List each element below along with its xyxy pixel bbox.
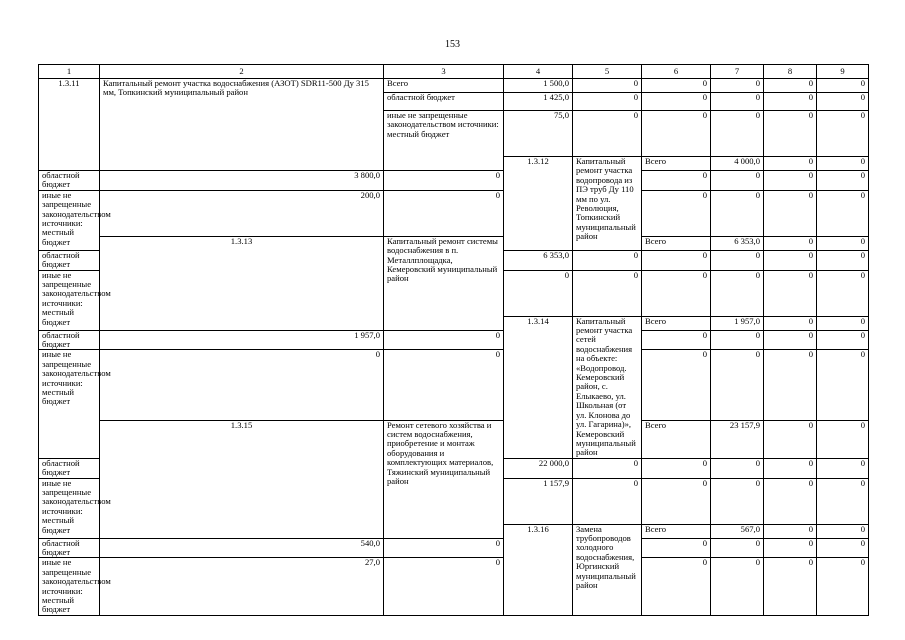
value-cell: 0	[817, 270, 869, 316]
value-cell: 0	[764, 524, 817, 538]
value-cell: 567,0	[711, 524, 764, 538]
item-title: Капитальный ремонт участка водопровода из ПЭ труб Ду 110 мм по ул. Революция, Топкинский муниципальный район	[573, 157, 642, 251]
value-cell: 0	[764, 316, 817, 330]
source-regional-label: областной бюджет	[384, 93, 504, 111]
source-total-label: Всего	[642, 236, 711, 250]
column-header: 5	[573, 65, 642, 79]
value-cell: 6 353,0	[504, 250, 573, 270]
value-cell: 540,0	[100, 538, 384, 558]
table-row	[39, 330, 869, 350]
source-regional-label: областной бюджет	[39, 330, 100, 350]
source-regional-label: областной бюджет	[39, 458, 100, 478]
source-other-label: иные не запрещенные законодательством источники:	[387, 110, 499, 130]
item-title: Капитальный ремонт участка водоснабжения (АЗОТ) SDR11-500 Ду 315 мм, Топкинский муниципальный район	[100, 79, 384, 171]
value-cell: 0	[711, 111, 764, 157]
value-cell: 0	[817, 558, 869, 615]
column-header: 7	[711, 65, 764, 79]
table-row	[39, 420, 869, 458]
value-cell: 0	[764, 558, 817, 615]
source-other-label: иные не запрещенные законодательством источники:	[42, 189, 111, 229]
value-cell: 0	[817, 250, 869, 270]
value-cell: 0	[764, 270, 817, 316]
source-other-cell	[39, 349, 111, 458]
source-local-label: местный бюджет	[42, 515, 75, 535]
value-cell: 0	[384, 350, 504, 420]
value-cell: 0	[642, 250, 711, 270]
source-local-label: местный бюджет	[42, 594, 75, 615]
source-total-label: Всего	[642, 524, 711, 538]
value-cell: 0	[384, 330, 504, 350]
value-cell: 0	[817, 524, 869, 538]
source-other-cell	[384, 111, 504, 171]
source-regional-label: областной бюджет	[39, 538, 100, 558]
value-cell: 0	[573, 111, 642, 157]
table-body	[39, 65, 869, 616]
value-cell: 0	[573, 250, 642, 270]
value-cell: 0	[711, 171, 764, 191]
source-other-label: иные не запрещенные законодательством источники:	[42, 349, 111, 388]
column-header: 4	[504, 65, 573, 79]
value-cell: 0	[764, 478, 817, 524]
value-cell: 0	[817, 420, 869, 458]
value-cell: 0	[817, 350, 869, 420]
source-other-cell	[39, 557, 111, 615]
table-row	[39, 236, 869, 250]
value-cell: 0	[642, 190, 711, 236]
value-cell: 0	[764, 458, 817, 478]
value-cell: 1 157,9	[504, 478, 573, 524]
value-cell: 0	[711, 478, 764, 524]
source-total-label: Всего	[642, 157, 711, 171]
value-cell: 0	[504, 270, 573, 316]
value-cell: 0	[711, 538, 764, 558]
value-cell: 22 000,0	[504, 458, 573, 478]
value-cell: 0	[573, 458, 642, 478]
column-header: 6	[642, 65, 711, 79]
value-cell: 0	[711, 558, 764, 615]
item-title: Ремонт сетевого хозяйства и систем водоснабжения, приобретение и монтаж оборудования и комплектующих материалов, Тяжинский муниципальный район	[384, 420, 504, 538]
value-cell: 0	[817, 190, 869, 236]
table-row	[39, 350, 869, 420]
value-cell: 27,0	[100, 558, 384, 615]
value-cell: 0	[711, 79, 764, 93]
value-cell: 0	[764, 157, 817, 171]
source-other-cell	[39, 269, 111, 330]
value-cell: 0	[573, 478, 642, 524]
value-cell: 0	[764, 538, 817, 558]
value-cell: 0	[764, 250, 817, 270]
value-cell: 0	[642, 478, 711, 524]
table-row	[39, 538, 869, 558]
value-cell: 6 353,0	[711, 236, 764, 250]
value-cell: 0	[642, 93, 711, 111]
column-header: 1	[39, 65, 100, 79]
source-total-label: Всего	[384, 79, 504, 93]
value-cell: 200,0	[100, 190, 384, 236]
value-cell: 1 957,0	[100, 330, 384, 350]
value-cell: 0	[817, 236, 869, 250]
value-cell: 75,0	[504, 111, 573, 157]
value-cell: 1 500,0	[504, 79, 573, 93]
value-cell: 0	[817, 330, 869, 350]
value-cell: 3 800,0	[100, 171, 384, 191]
value-cell: 0	[817, 458, 869, 478]
item-code: 1.3.15	[100, 420, 384, 538]
item-code: 1.3.14	[504, 316, 573, 458]
value-cell: 0	[764, 111, 817, 157]
value-cell: 0	[817, 111, 869, 157]
value-cell: 0	[764, 236, 817, 250]
value-cell: 0	[764, 350, 817, 420]
value-cell: 0	[711, 250, 764, 270]
value-cell: 0	[764, 330, 817, 350]
table-row	[39, 171, 869, 191]
value-cell: 0	[711, 270, 764, 316]
value-cell: 0	[817, 171, 869, 191]
value-cell: 0	[711, 190, 764, 236]
source-other-cell	[39, 477, 111, 538]
value-cell: 1 425,0	[504, 93, 573, 111]
source-local-label: местный бюджет	[42, 227, 75, 247]
table-row	[39, 558, 869, 615]
value-cell: 0	[764, 93, 817, 111]
value-cell: 0	[711, 458, 764, 478]
value-cell: 0	[817, 157, 869, 171]
item-code: 1.3.13	[100, 236, 384, 330]
source-total-label: Всего	[642, 420, 711, 458]
value-cell: 0	[642, 558, 711, 615]
source-regional-label: областной бюджет	[39, 250, 100, 270]
value-cell: 0	[711, 350, 764, 420]
value-cell: 0	[384, 558, 504, 615]
source-local-label: местный бюджет	[387, 128, 450, 139]
value-cell: 0	[642, 458, 711, 478]
source-other-label: иные не запрещенные законодательством источники:	[42, 269, 111, 308]
header-row	[39, 65, 869, 79]
value-cell: 0	[711, 330, 764, 350]
column-header: 3	[384, 65, 504, 79]
value-cell: 0	[642, 350, 711, 420]
value-cell: 0	[384, 190, 504, 236]
value-cell: 0	[642, 171, 711, 191]
source-other-label: иные не запрещенные законодательством источники:	[42, 557, 111, 596]
source-local-label: местный бюджет	[42, 307, 75, 327]
source-total-label: Всего	[642, 316, 711, 330]
value-cell: 0	[642, 79, 711, 93]
value-cell: 0	[384, 538, 504, 558]
source-regional-label: областной бюджет	[39, 171, 100, 191]
value-cell: 0	[817, 79, 869, 93]
item-code: 1.3.11	[39, 79, 100, 171]
value-cell: 0	[573, 270, 642, 316]
value-cell: 0	[642, 538, 711, 558]
table-row	[39, 190, 869, 236]
value-cell: 0	[817, 93, 869, 111]
value-cell: 1 957,0	[711, 316, 764, 330]
value-cell: 0	[817, 478, 869, 524]
value-cell: 0	[573, 79, 642, 93]
value-cell: 23 157,9	[711, 420, 764, 458]
value-cell: 0	[817, 316, 869, 330]
source-other-cell	[39, 189, 111, 250]
source-local-label: местный бюджет	[42, 387, 75, 407]
value-cell: 0	[100, 350, 384, 420]
value-cell: 0	[817, 538, 869, 558]
value-cell: 0	[642, 270, 711, 316]
column-header: 8	[764, 65, 817, 79]
value-cell: 0	[764, 171, 817, 191]
item-code: 1.3.16	[504, 524, 573, 615]
value-cell: 0	[764, 420, 817, 458]
source-other-label: иные не запрещенные законодательством источники:	[42, 477, 111, 516]
value-cell: 0	[764, 190, 817, 236]
value-cell: 0	[384, 171, 504, 191]
value-cell: 0	[764, 79, 817, 93]
value-cell: 4 000,0	[711, 157, 764, 171]
item-title: Капитальный ремонт системы водоснабжения в п. Металлплощадка, Кемеровский муниципальный район	[384, 236, 504, 330]
value-cell: 0	[573, 93, 642, 111]
column-header: 9	[817, 65, 869, 79]
value-cell: 0	[711, 93, 764, 111]
value-cell: 0	[642, 330, 711, 350]
value-cell: 0	[642, 111, 711, 157]
budget-table	[38, 64, 869, 616]
table-row	[39, 79, 869, 93]
column-header: 2	[100, 65, 384, 79]
item-title: Капитальный ремонт участка сетей водоснабжения на объекте: «Водопровод. Кемеровский район, с. Елыкаево, ул. Школьная (от ул. Клонова до ул. Гагарина)», Кемеровский муниципальный район	[573, 316, 642, 458]
item-title: Замена трубопроводов холодного водоснабжения, Юргинский муниципальный район	[573, 524, 642, 615]
page-number: 153	[445, 39, 460, 50]
item-code: 1.3.12	[504, 157, 573, 251]
